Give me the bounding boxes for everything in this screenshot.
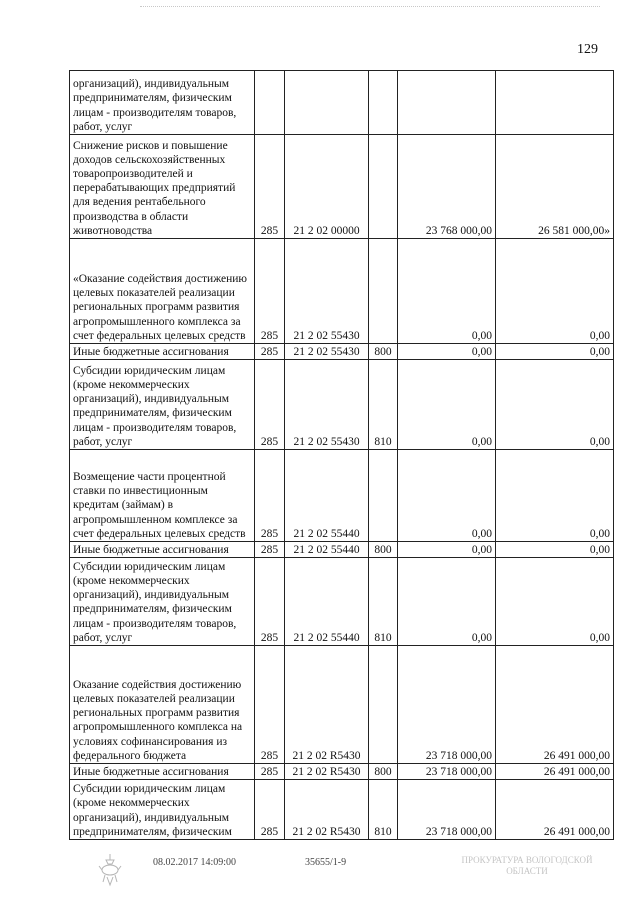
row-vr <box>369 646 398 764</box>
table-row <box>70 646 614 764</box>
row-vr: 800 <box>369 764 398 780</box>
row-csr: 21 2 02 R5430 <box>285 646 369 764</box>
row-amount-2018: 0,00 <box>398 542 496 558</box>
row-amount-2018: 0,00 <box>398 239 496 344</box>
row-amount-2018: 23 768 000,00 <box>398 135 496 239</box>
row-name: Иные бюджетные ассигнования <box>70 764 255 780</box>
table-row <box>70 239 614 344</box>
table-row <box>70 135 614 239</box>
row-csr: 21 2 02 R5430 <box>285 764 369 780</box>
row-grbs: 285 <box>255 360 285 450</box>
row-grbs: 285 <box>255 135 285 239</box>
table-row <box>70 780 614 840</box>
row-vr: 810 <box>369 780 398 840</box>
row-name: Субсидии юридическим лицам (кроме некоммерческих организаций), индивидуальным предпринимателям, физическим лицам - производителям товаров, работ, услуг <box>70 558 255 646</box>
row-amount-2018: 23 718 000,00 <box>398 764 496 780</box>
row-amount-2019 <box>496 71 614 135</box>
row-amount-2019: 0,00 <box>496 239 614 344</box>
row-amount-2019: 0,00 <box>496 542 614 558</box>
row-grbs: 285 <box>255 450 285 542</box>
page-number: 129 <box>577 42 598 57</box>
footer-datetime: 08.02.2017 14:09:00 <box>153 857 237 868</box>
row-name: Субсидии юридическим лицам (кроме некоммерческих организаций), индивидуальным предпринимателям, физическим <box>70 780 255 840</box>
row-grbs: 285 <box>255 542 285 558</box>
row-amount-2018 <box>398 71 496 135</box>
row-csr: 21 2 02 55440 <box>285 558 369 646</box>
row-amount-2018: 23 718 000,00 <box>398 780 496 840</box>
row-name: Субсидии юридическим лицам (кроме некоммерческих организаций), индивидуальным предпринимателям, физическим лицам - производителям товаров, работ, услуг <box>70 360 255 450</box>
row-name: Снижение рисков и повышение доходов сельскохозяйственных товаропроизводителей и перерабатывающих предприятий для ведения рентабельного производства в области животноводства <box>70 135 255 239</box>
row-csr <box>285 71 369 135</box>
row-csr: 21 2 02 55440 <box>285 542 369 558</box>
row-grbs <box>255 71 285 135</box>
row-grbs: 285 <box>255 558 285 646</box>
row-amount-2019: 0,00 <box>496 450 614 542</box>
row-amount-2019: 26 491 000,00 <box>496 646 614 764</box>
row-amount-2018: 0,00 <box>398 558 496 646</box>
row-name: Иные бюджетные ассигнования <box>70 542 255 558</box>
table-row <box>70 71 614 135</box>
row-amount-2019: 26 491 000,00 <box>496 780 614 840</box>
table-row <box>70 344 614 360</box>
row-csr: 21 2 02 55440 <box>285 450 369 542</box>
row-name: Иные бюджетные ассигнования <box>70 344 255 360</box>
row-amount-2019: 0,00 <box>496 360 614 450</box>
row-grbs: 285 <box>255 344 285 360</box>
row-vr: 810 <box>369 558 398 646</box>
row-amount-2019: 26 581 000,00» <box>496 135 614 239</box>
row-csr: 21 2 02 55430 <box>285 239 369 344</box>
faded-stamp-text <box>447 855 607 877</box>
row-name: организаций), индивидуальным предпринимателям, физическим лицам - производителям товаров, работ, услуг <box>70 71 255 135</box>
row-amount-2019: 0,00 <box>496 558 614 646</box>
table-row <box>70 450 614 542</box>
row-csr: 21 2 02 55430 <box>285 360 369 450</box>
stamp-line: ПРОКУРАТУРА ВОЛОГОДСКОЙ <box>461 855 593 865</box>
budget-table <box>69 70 614 840</box>
row-vr: 800 <box>369 542 398 558</box>
row-vr <box>369 135 398 239</box>
stamp-line: ОБЛАСТИ <box>506 866 548 876</box>
row-amount-2018: 0,00 <box>398 360 496 450</box>
row-vr <box>369 450 398 542</box>
row-vr <box>369 239 398 344</box>
row-grbs: 285 <box>255 239 285 344</box>
row-csr: 21 2 02 00000 <box>285 135 369 239</box>
scan-top-artifact <box>140 6 600 8</box>
row-amount-2019: 26 491 000,00 <box>496 764 614 780</box>
row-vr: 800 <box>369 344 398 360</box>
table-row <box>70 542 614 558</box>
row-csr: 21 2 02 55430 <box>285 344 369 360</box>
table-row <box>70 360 614 450</box>
row-amount-2019: 0,00 <box>496 344 614 360</box>
row-amount-2018: 23 718 000,00 <box>398 646 496 764</box>
row-grbs: 285 <box>255 780 285 840</box>
emblem-icon <box>97 852 123 888</box>
row-amount-2018: 0,00 <box>398 344 496 360</box>
row-name: Возмещение части процентной ставки по инвестиционным кредитам (займам) в агропромышленном комплексе за счет федеральных целевых средств <box>70 450 255 542</box>
row-amount-2018: 0,00 <box>398 450 496 542</box>
row-vr: 810 <box>369 360 398 450</box>
row-grbs: 285 <box>255 646 285 764</box>
row-vr <box>369 71 398 135</box>
footer-doc-number: 35655/1-9 <box>305 857 347 868</box>
row-grbs: 285 <box>255 764 285 780</box>
table-row <box>70 558 614 646</box>
row-csr: 21 2 02 R5430 <box>285 780 369 840</box>
row-name: Оказание содействия достижению целевых показателей реализации региональных программ развития агропромышленного комплекса на условиях софинансирования из федерального бюджета <box>70 646 255 764</box>
table-row <box>70 764 614 780</box>
row-name: «Оказание содействия достижению целевых показателей реализации региональных программ развития агропромышленного комплекса за счет федеральных целевых средств <box>70 239 255 344</box>
